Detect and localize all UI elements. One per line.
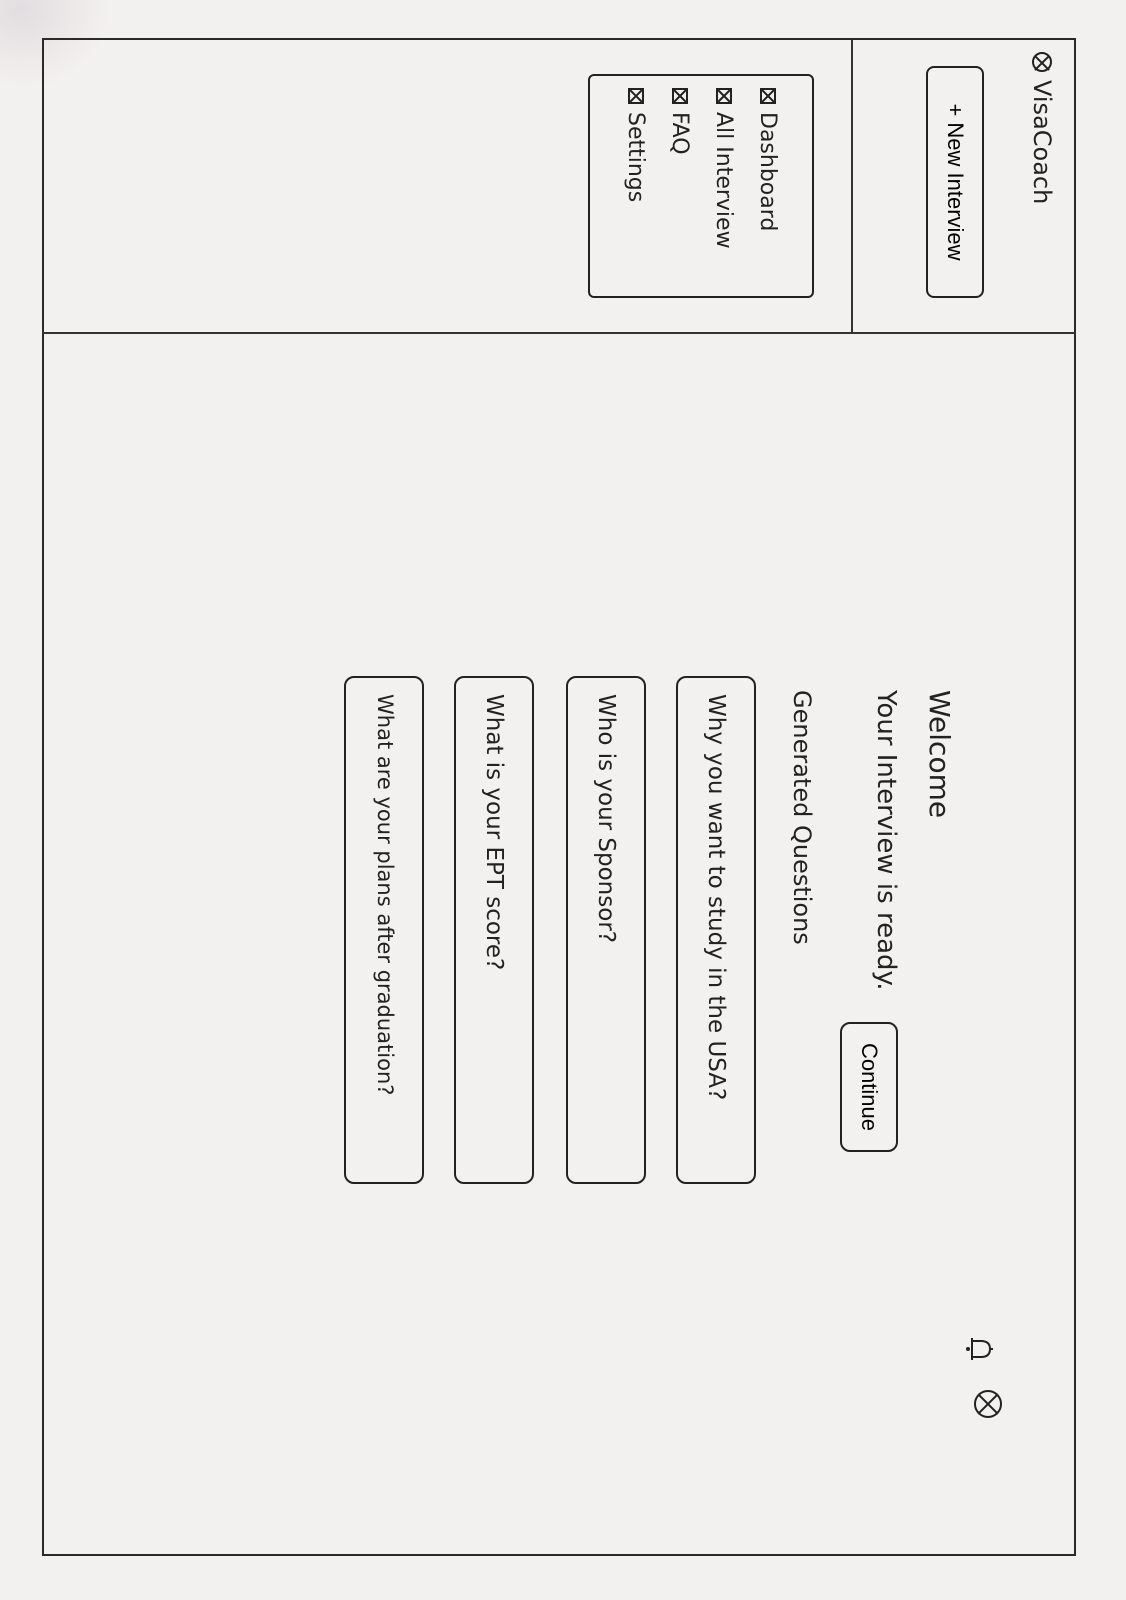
continue-button[interactable] xyxy=(840,1022,898,1152)
page-title: Welcome xyxy=(923,690,956,819)
sidebar-item-all-interview[interactable] xyxy=(702,88,746,284)
sidebar-menu xyxy=(588,74,814,298)
questions-heading: Generated Questions xyxy=(788,690,816,945)
question-card[interactable] xyxy=(676,676,756,1184)
bell-icon[interactable] xyxy=(964,1336,994,1362)
x-circle-icon xyxy=(1032,52,1052,72)
sidebar-item-label: Settings xyxy=(623,112,649,203)
sidebar-item-settings[interactable] xyxy=(614,88,658,284)
x-box-icon xyxy=(628,88,644,104)
x-circle-icon xyxy=(974,1390,1002,1418)
page-subtitle: Your Interview is ready. xyxy=(871,690,901,991)
continue-label: Continue xyxy=(857,1042,882,1132)
question-card[interactable] xyxy=(566,676,646,1184)
sidebar-item-label: Dashboard xyxy=(755,112,781,232)
sidebar-item-label: All Interview xyxy=(711,112,737,249)
new-interview-label: + New Interview xyxy=(943,103,968,261)
sidebar-item-label: FAQ xyxy=(667,112,693,155)
question-text: What are your plans after graduation? xyxy=(372,694,397,1096)
profile-button[interactable] xyxy=(972,1390,1002,1420)
question-text: Why you want to study in the USA? xyxy=(703,694,729,1101)
question-text: Who is your Sponsor? xyxy=(593,694,619,943)
x-box-icon xyxy=(716,88,732,104)
new-interview-button[interactable] xyxy=(926,66,984,298)
question-card[interactable] xyxy=(344,676,424,1184)
sidebar-item-dashboard[interactable] xyxy=(746,88,790,284)
question-text: What is your EPT score? xyxy=(481,694,507,971)
sidebar-item-faq[interactable] xyxy=(658,88,702,284)
question-card[interactable] xyxy=(454,676,534,1184)
x-box-icon xyxy=(672,88,688,104)
app-logo-text: VisaCoach xyxy=(1028,80,1056,205)
x-box-icon xyxy=(760,88,776,104)
app-logo[interactable] xyxy=(1028,52,1056,204)
